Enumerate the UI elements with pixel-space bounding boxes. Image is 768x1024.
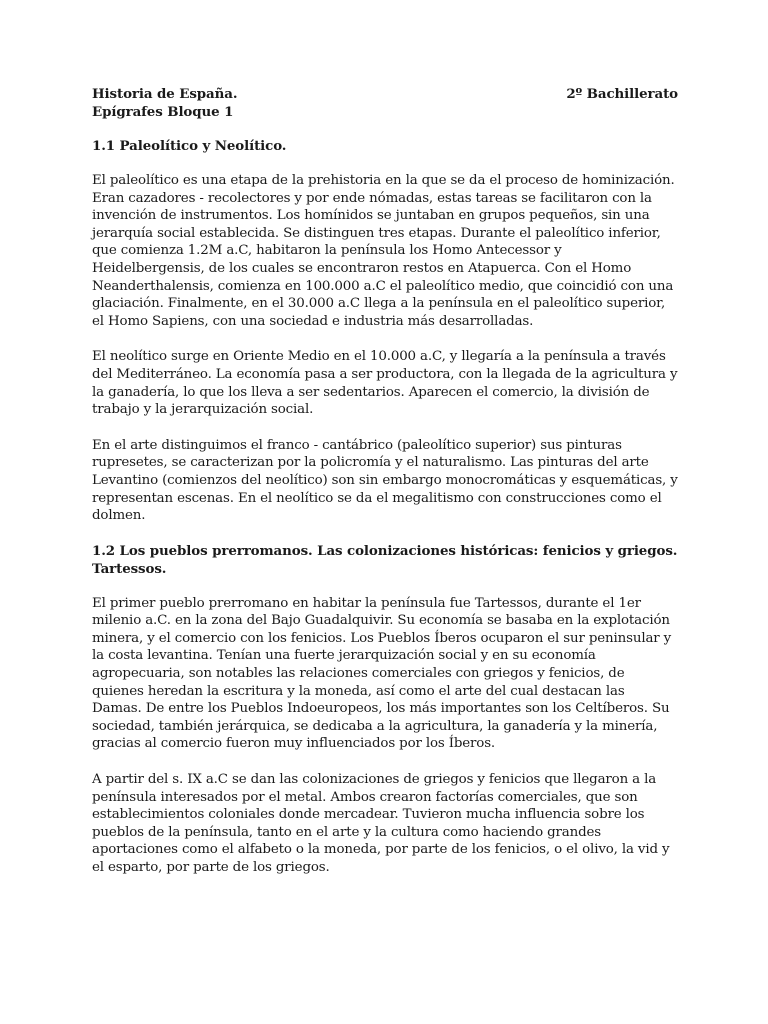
section-heading: 1.2 Los pueblos prerromanos. Las colonizaciones históricas: fenicios y griegos. Tartessos. [92, 542, 678, 577]
course-label: 2º Bachillerato [566, 86, 678, 102]
section-paragraph: El paleolítico es una etapa de la prehistoria en la que se da el proceso de hominización. Eran cazadores - recolectores y por ende nómadas, estas tareas se facilitaron con la invención de instrumentos. Los homínidos se juntaban en grupos pequeños, sin una jerarquía social establecida. Se distinguen tres etapas. Durante el paleolítico inferior, que comienza 1.2M a.C, habitaron la península los Homo Antecessor y Heidelbergensis, de los cuales se encontraron restos en Atapuerca. Con el Homo Neanderthalensis, comienza en 100.000 a.C el paleolítico medio, que coincidió con una glaciación. Finalmente, en el 30.000 a.C llega a la península en el paleolítico superior, el Homo Sapiens, con una sociedad e industria más desarrolladas. [92, 173, 675, 329]
subject-title: Historia de España. [92, 86, 238, 102]
section-paragraph: A partir del s. IX a.C se dan las colonizaciones de griegos y fenicios que llegaron a la península interesados por el metal. Ambos crearon factorías comerciales, que son establecimientos coloniales donde mercadear. Tuvieron mucha influencia sobre los pueblos de la península, tanto en el arte y la cultura como haciendo grandes aportaciones como el alfabeto o la moneda, por parte de los fenicios, o el olivo, la vid y el esparto, por parte de los griegos. [92, 772, 670, 875]
section-paragraph: En el arte distinguimos el franco - cantábrico (paleolítico superior) sus pinturas rupresetes, se caracterizan por la policromía y el naturalismo. Las pinturas del arte Levantino (comienzos del neolítico) son sin embargo monocromáticas y esquemáticas, y representan escenas. En el neolítico se da el megalitismo con construcciones como el dolmen. [92, 437, 678, 524]
section-heading: 1.1 Paleolítico y Neolítico. [92, 138, 287, 154]
section-paragraph: El primer pueblo prerromano en habitar la península fue Tartessos, durante el 1er milenio a.C. en la zona del Bajo Guadalquivir. Su economía se basaba en la explotación minera, y el comercio con los fenicios. Los Pueblos Íberos ocuparon el sur peninsular y la costa levantina. Tenían una fuerte jerarquización social y en su economía agropecuaria, son notables las relaciones comerciales con griegos y fenicios, de quienes heredan la escritura y la moneda, así como el arte del cual destacan las Damas. De entre los Pueblos Indoeuropeos, los más importantes son los Celtíberos. Su sociedad, también jerárquica, se dedicaba a la agricultura, la ganadería y la minería, gracias al comercio fueron muy influenciados por los Íberos. [92, 595, 672, 752]
document-page [92, 85, 678, 877]
document-subtitle: Epígrafes Bloque 1 [92, 104, 234, 120]
document-header [92, 85, 678, 103]
section-paragraph: El neolítico surge en Oriente Medio en el 10.000 a.C, y llegaría a la península a través del Mediterráneo. La economía pasa a ser productora, con la llegada de la agricultura y la ganadería, lo que los lleva a ser sedentarios. Aparecen el comercio, la división de trabajo y la jerarquización social. [92, 349, 678, 418]
